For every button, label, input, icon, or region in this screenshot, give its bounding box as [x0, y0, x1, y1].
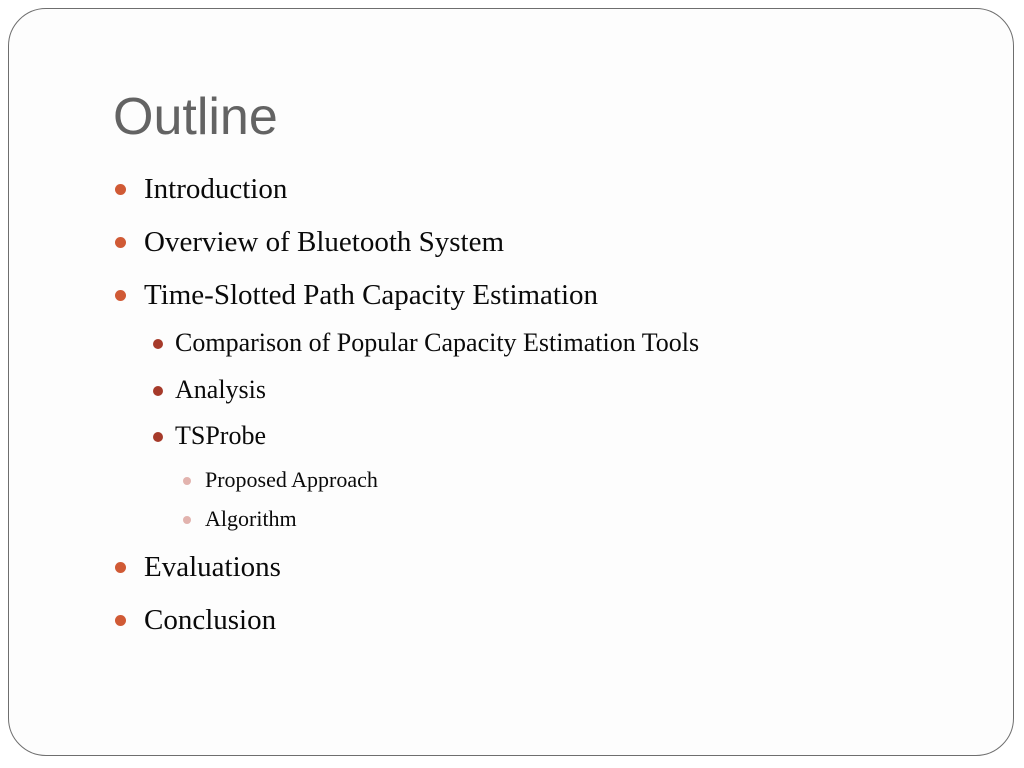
bullet-dot-icon — [115, 237, 126, 248]
outline-subsubitem-proposed-approach — [205, 467, 378, 493]
outline-item-label: Proposed Approach — [205, 467, 378, 492]
bullet-dot-icon — [153, 339, 163, 349]
outline-subitem-analysis — [175, 375, 266, 405]
bullet-dot-icon — [115, 290, 126, 301]
bullet-dot-icon — [183, 516, 191, 524]
outline-item-label: Overview of Bluetooth System — [144, 226, 505, 258]
outline-item-conclusion — [144, 603, 276, 637]
bullet-dot-icon — [115, 184, 126, 195]
bullet-dot-icon — [115, 615, 126, 626]
bullet-dot-icon — [153, 432, 163, 442]
outline-item-label: Introduction — [144, 173, 288, 205]
outline-item-label: Time-Slotted Path Capacity Estimation — [144, 279, 599, 311]
outline-item-evaluations — [144, 550, 281, 584]
outline-item-overview — [144, 225, 504, 259]
outline-subitem-comparison — [175, 328, 699, 358]
outline-item-label: Evaluations — [144, 551, 281, 583]
outline-item-label: Algorithm — [205, 506, 297, 531]
outline-item-label: TSProbe — [175, 421, 266, 450]
bullet-dot-icon — [153, 386, 163, 396]
slide-title: Outline — [113, 88, 278, 146]
outline-subitem-tsprobe — [175, 421, 266, 451]
outline-subsubitem-algorithm — [205, 506, 297, 532]
bullet-dot-icon — [183, 477, 191, 485]
outline-item-time-slotted — [144, 278, 598, 312]
outline-item-introduction — [144, 172, 287, 206]
outline-item-label: Conclusion — [144, 604, 277, 636]
outline-item-label: Comparison of Popular Capacity Estimation Tools — [175, 328, 700, 357]
outline-item-label: Analysis — [175, 375, 266, 404]
bullet-dot-icon — [115, 562, 126, 573]
